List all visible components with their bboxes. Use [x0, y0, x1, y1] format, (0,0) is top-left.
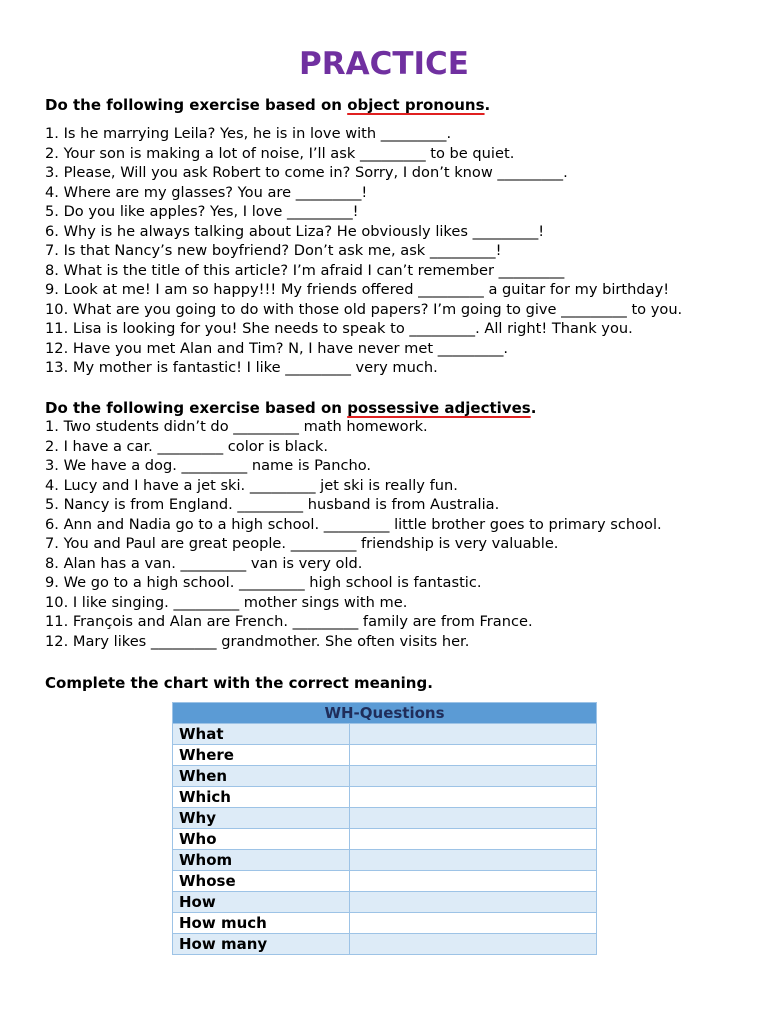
meaning-cell[interactable]	[350, 871, 597, 892]
table-row	[173, 745, 597, 766]
section-object-pronouns-heading	[45, 95, 490, 115]
table-row	[173, 724, 597, 745]
table-row	[173, 850, 597, 871]
table-row	[173, 913, 597, 934]
meaning-cell[interactable]	[350, 745, 597, 766]
meaning-cell[interactable]	[350, 934, 597, 955]
table-row	[173, 766, 597, 787]
wh-word: How much	[173, 913, 350, 934]
meaning-cell[interactable]	[350, 850, 597, 871]
list-item: 2. I have a car. _________ color is black.	[45, 437, 328, 455]
wh-word: Whom	[173, 850, 350, 871]
meaning-cell[interactable]	[350, 808, 597, 829]
list-item: 4. Where are my glasses? You are _________!	[45, 183, 368, 201]
heading-suffix: .	[530, 399, 537, 417]
list-item: 12. Have you met Alan and Tim? N, I have never met _________.	[45, 339, 509, 357]
meaning-cell[interactable]	[350, 724, 597, 745]
list-item: 6. Why is he always talking about Liza? He obviously likes _________!	[45, 222, 545, 240]
list-item: 3. Please, Will you ask Robert to come in? Sorry, I don’t know _________.	[45, 164, 568, 181]
list-item: 7. You and Paul are great people. _________ friendship is very valuable.	[45, 535, 559, 552]
meaning-cell[interactable]	[350, 892, 597, 913]
list-item: 11. François and Alan are French. _________ family are from France.	[45, 613, 533, 630]
wh-word: Why	[173, 808, 350, 829]
list-item: 13. My mother is fantastic! I like _________ very much.	[45, 359, 438, 376]
list-item: 9. We go to a high school. _________ high school is fantastic.	[45, 574, 482, 591]
list-item: 6. Ann and Nadia go to a high school. _________ little brother goes to primary school.	[45, 515, 662, 533]
table-row	[173, 892, 597, 913]
list-item: 5. Nancy is from England. _________ husband is from Australia.	[45, 496, 500, 513]
wh-word: Which	[173, 787, 350, 808]
heading-prefix: Do the following exercise based on	[45, 96, 348, 114]
wh-questions-table	[172, 702, 597, 955]
list-item: 8. Alan has a van. _________ van is very old.	[45, 554, 363, 572]
list-item: 10. I like singing. _________ mother sings with me.	[45, 593, 408, 611]
wh-word: How many	[173, 934, 350, 955]
wh-word: How	[173, 892, 350, 913]
list-item: 8. What is the title of this article? I’m afraid I can’t remember _________	[45, 261, 565, 279]
list-item: 2. Your son is making a lot of noise, I’ll ask _________ to be quiet.	[45, 144, 515, 162]
table-row	[173, 808, 597, 829]
table-header: WH-Questions	[173, 703, 597, 724]
list-item: 11. Lisa is looking for you! She needs to speak to _________. All right! Thank you.	[45, 320, 633, 337]
heading-prefix: Do the following exercise based on	[45, 399, 348, 417]
list-item: 3. We have a dog. _________ name is Pancho.	[45, 457, 372, 474]
chart-instruction-heading: Complete the chart with the correct meaning.	[45, 674, 433, 692]
table-row	[173, 829, 597, 850]
heading-keyword: possessive adjectives	[347, 399, 531, 417]
meaning-cell[interactable]	[350, 829, 597, 850]
list-item: 9. Look at me! I am so happy!!! My friends offered _________ a guitar for my birthday!	[45, 281, 670, 298]
page-title: PRACTICE	[299, 46, 469, 82]
list-item: 7. Is that Nancy’s new boyfriend? Don’t ask me, ask _________!	[45, 242, 502, 259]
table-row	[173, 871, 597, 892]
list-item: 4. Lucy and I have a jet ski. _________ jet ski is really fun.	[45, 476, 458, 494]
section-possessive-adjectives-heading	[45, 398, 536, 418]
meaning-cell[interactable]	[350, 913, 597, 934]
wh-word: Who	[173, 829, 350, 850]
heading-keyword: object pronouns	[347, 96, 485, 114]
table-row	[173, 934, 597, 955]
possessive-adjectives-list	[45, 417, 662, 651]
list-item: 12. Mary likes _________ grandmother. She often visits her.	[45, 632, 470, 650]
meaning-cell[interactable]	[350, 787, 597, 808]
wh-word: When	[173, 766, 350, 787]
wh-word: What	[173, 724, 350, 745]
wh-word: Whose	[173, 871, 350, 892]
object-pronouns-list	[45, 124, 682, 378]
list-item: 1. Two students didn’t do _________ math homework.	[45, 418, 428, 435]
list-item: 10. What are you going to do with those old papers? I’m going to give _________ to you.	[45, 300, 683, 318]
table-row	[173, 787, 597, 808]
meaning-cell[interactable]	[350, 766, 597, 787]
list-item: 5. Do you like apples? Yes, I love _________!	[45, 203, 359, 220]
list-item: 1. Is he marrying Leila? Yes, he is in love with _________.	[45, 125, 452, 142]
wh-word: Where	[173, 745, 350, 766]
heading-suffix: .	[484, 96, 491, 114]
